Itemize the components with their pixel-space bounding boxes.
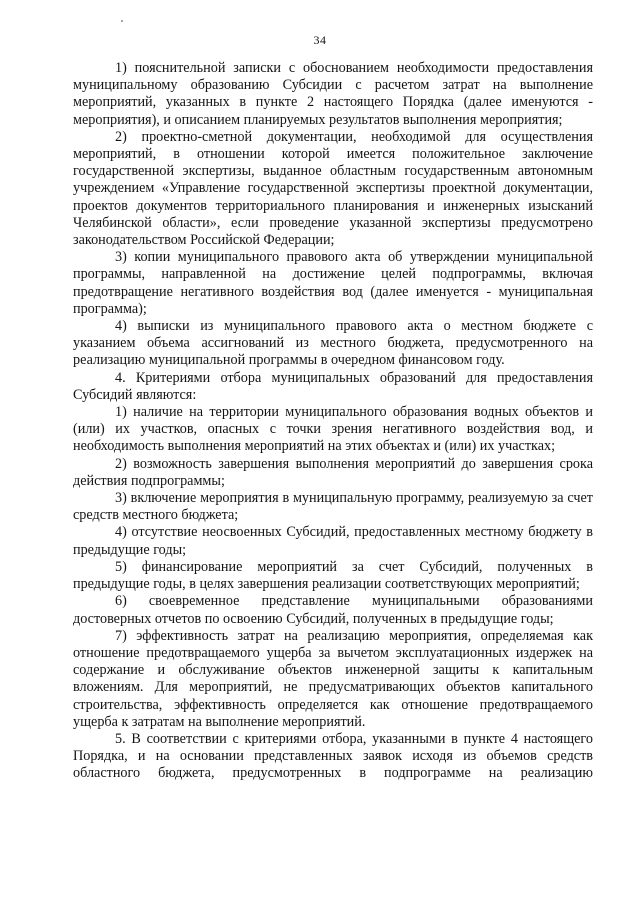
paragraph-criterion-1: 1) наличие на территории муниципального образования водных объектов и (или) их участков, опасных с точки зрения негативного воздействия вод, и необходимость выполнения мероприятий на этих объектах и (или) их участках; xyxy=(73,404,593,455)
paragraph-criterion-3: 3) включение мероприятия в муниципальную программу, реализуемую за счет средств местного бюджета; xyxy=(73,490,593,524)
paragraph-selection-criteria-heading: 4. Критериями отбора муниципальных образований для предоставления Субсидий являются: xyxy=(73,369,593,403)
document-body xyxy=(73,60,593,783)
paragraph-criterion-2: 2) возможность завершения выполнения мероприятий до завершения срока действия подпрограммы; xyxy=(73,455,593,489)
paragraph-budget-extract: 4) выписки из муниципального правового акта о местном бюджете с указанием объема ассигнований из местного бюджета, предусмотренного на реализацию муниципальной программы в очередном финансовом году. xyxy=(73,318,593,369)
paragraph-design-documentation: 2) проектно-сметной документации, необходимой для осуществления мероприятий, в отношении которой имеется положительное заключение государственной экспертизы, выданное областным государственным автономным учреждением «Управление государственной экспертизы проектной документации, проектов документов территориального планирования и инженерных изысканий Челябинской области», если проведение указанной экспертизы предусмотрено законодательством Российской Федерации; xyxy=(73,128,593,249)
scan-speck xyxy=(121,20,123,22)
paragraph-municipal-program-act: 3) копии муниципального правового акта об утверждении муниципальной программы, направленной на достижение целей подпрограммы, включая предотвращение негативного воздействия вод (далее именуется - муниципальная программа); xyxy=(73,249,593,317)
paragraph-section-5: 5. В соответствии с критериями отбора, указанными в пункте 4 настоящего Порядка, и на основании представленных заявок исходя из объемов средств областного бюджета, предусмотренных в подпрограмме на реализацию xyxy=(73,730,593,782)
paragraph-explanatory-note: 1) пояснительной записки с обоснованием необходимости предоставления муниципальному образованию Субсидии с расчетом затрат на выполнение мероприятий, указанных в пункте 2 настоящего Порядка (далее именуются - мероприятия), и описанием планируемых результатов выполнения мероприятия; xyxy=(73,60,593,128)
paragraph-criterion-5: 5) финансирование мероприятий за счет Субсидий, полученных в предыдущие годы, в целях завершения реализации соответствующих мероприятий; xyxy=(73,558,593,593)
paragraph-criterion-7: 7) эффективность затрат на реализацию мероприятия, определяемая как отношение предотвращаемого ущерба за вычетом эксплуатационных издержек на содержание и обслуживание объектов инженерной защиты к капитальным вложениям. Для мероприятий, не предусматривающих объектов капитального строительства, эффективность определяется как отношение предотвращаемого ущерба к затратам на выполнение мероприятий. xyxy=(73,627,593,730)
page-number: 34 xyxy=(313,33,327,47)
paragraph-criterion-4: 4) отсутствие неосвоенных Субсидий, предоставленных местному бюджету в предыдущие годы; xyxy=(73,524,593,558)
paragraph-criterion-6: 6) своевременное представление муниципальными образованиями достоверных отчетов по освоению Субсидий, полученных в предыдущие годы; xyxy=(73,593,593,627)
